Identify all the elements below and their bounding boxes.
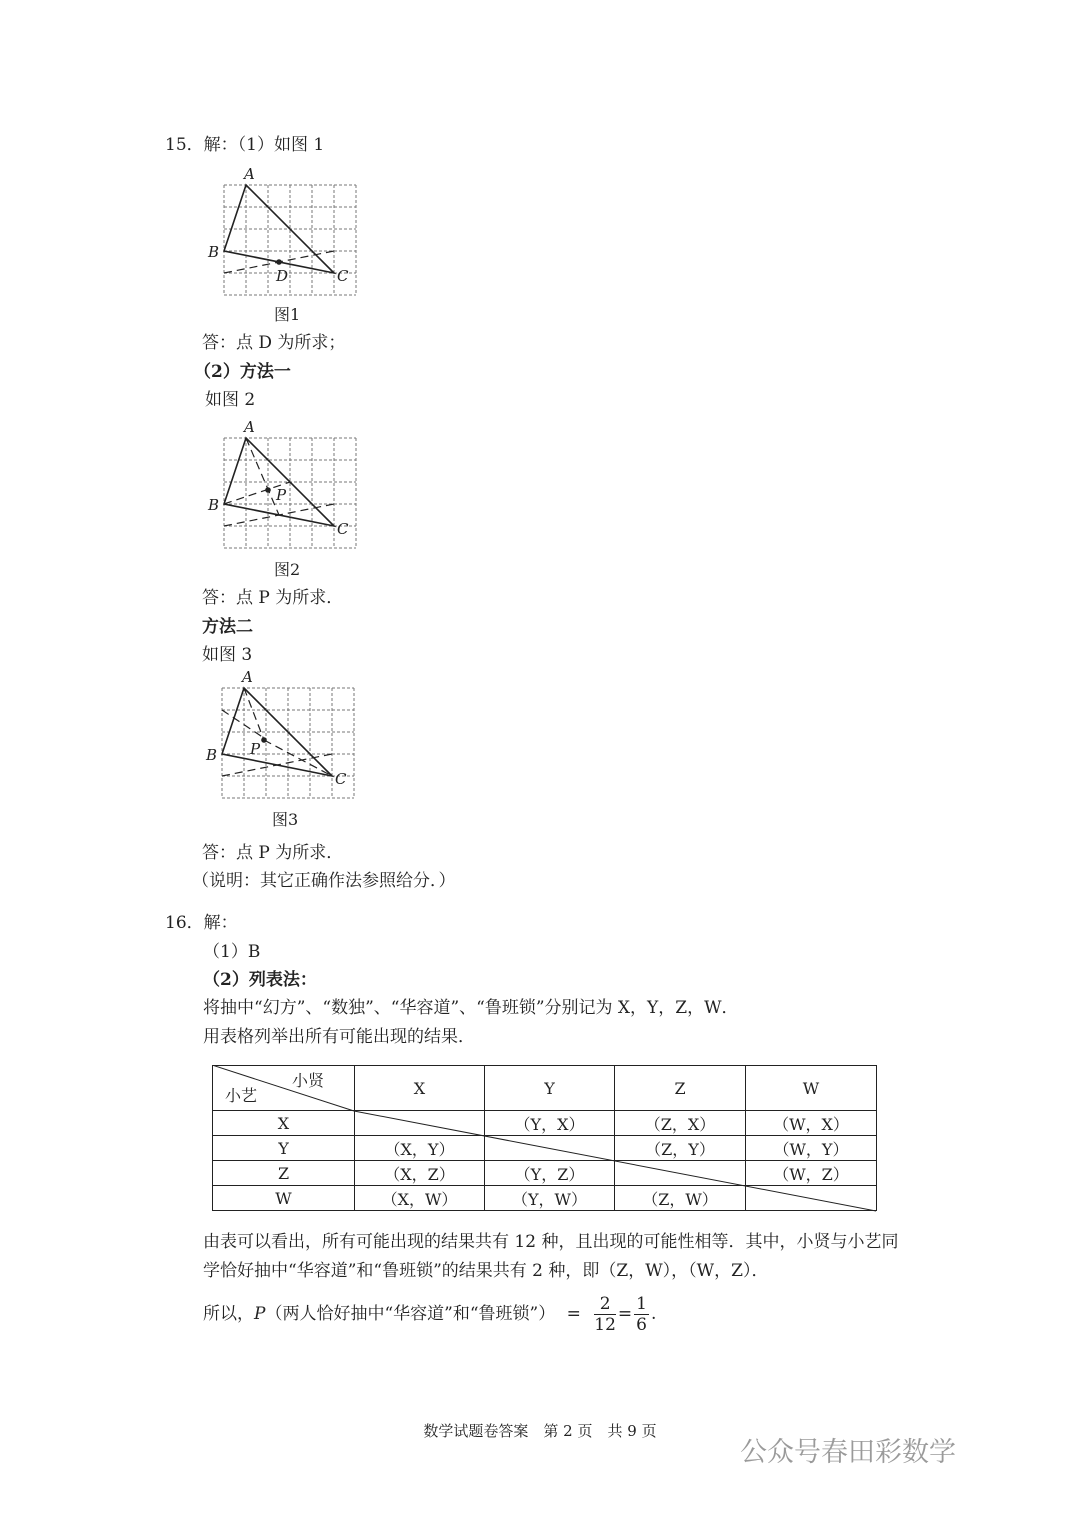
fraction-numerator: 1 [636,1294,647,1314]
table-cell: （Y，Z） [485,1161,615,1186]
answer-3: 答：点 P 为所求． [202,843,344,863]
label-c: C [337,520,349,538]
table-cell [746,1186,877,1211]
table-row [213,1186,877,1211]
corner-bottom-label: 小艺 [225,1086,258,1105]
table-cell: （W，X） [746,1111,877,1136]
table-cell: （W，Y） [746,1136,877,1161]
figure-3-caption: 图3 [272,810,299,829]
figure-1-caption: 图1 [274,305,301,324]
label-d: D [276,267,289,285]
fraction-denominator: 6 [636,1315,647,1335]
label-a: A [242,668,253,686]
label-c: C [337,267,349,285]
table-header-row [213,1066,877,1111]
point-p-3 [261,737,267,743]
results-table [212,1065,877,1211]
label-c: C [335,770,347,788]
q16-desc1: 将抽中“幻方”、“数独”、“华容道”、“鲁班锁”分别记为 X，Y，Z，W． [203,998,739,1018]
fraction-2-12 [594,1294,616,1335]
table-cell: （X，Y） [355,1136,485,1161]
fraction-numerator: 2 [594,1294,616,1315]
table-cell [485,1136,615,1161]
method-2: 方法二 [202,617,253,637]
probability-line [203,1292,656,1336]
label-b: B [208,243,220,261]
fraction-denominator: 12 [594,1315,616,1335]
table-cell: （X，W） [355,1186,485,1211]
table-row [213,1111,877,1136]
table-cell: （Z，Y） [615,1136,746,1161]
column-header: W [746,1066,877,1111]
part2-method1: （2）方法一 [194,362,291,382]
answer-1: 答：点 D 为所求； [202,333,346,353]
q16-header: 16．解： [165,913,238,933]
fraction-1-6 [634,1294,649,1335]
q16-part1: （1）B [203,942,261,962]
column-header: Y [485,1066,615,1111]
conclusion-line-2: 学恰好抽中“华容道”和“鲁班锁”的结果共有 2 种，即（Z，W），（W，Z）． [203,1261,769,1281]
table-cell: （Z，W） [615,1186,746,1211]
row-header: Y [213,1136,355,1161]
equals-sign: = [566,1304,581,1324]
row-header: W [213,1186,355,1211]
table-cell: （W，Z） [746,1161,877,1186]
column-header: Z [615,1066,746,1111]
figure-3-intro: 如图 3 [202,645,253,665]
table-cell: （Y，W） [485,1186,615,1211]
prob-p: P [254,1304,266,1324]
column-header: X [355,1066,485,1111]
label-b: B [206,746,218,764]
answer-2: 答：点 P 为所求． [202,588,344,608]
label-a: A [244,418,255,436]
period: . [651,1304,657,1324]
table-cell: （Y，X） [485,1111,615,1136]
figure-2-intro: 如图 2 [205,390,256,410]
table-cell: （X，Z） [355,1161,485,1186]
q15-header: 15．解：（1）如图 1 [165,135,325,155]
corner-top-label: 小贤 [291,1071,324,1090]
point-p-2 [265,487,271,493]
row-header: X [213,1111,355,1136]
label-p: P [276,486,287,504]
row-header: Z [213,1161,355,1186]
table-corner [213,1066,355,1111]
note: （说明：其它正确作法参照给分．） [192,871,456,891]
equals-sign: = [617,1304,633,1324]
conclusion-line-1: 由表可以看出，所有可能出现的结果共有 12 种，且出现的可能性相等．其中，小贤与小艺同 [203,1232,899,1252]
figure-3 [198,668,368,808]
figure-1 [200,165,370,305]
label-a: A [244,165,255,183]
figure-2 [200,418,370,558]
table-row [213,1136,877,1161]
page-footer: 数学试题卷答案 第 2 页 共 9 页 [423,1422,657,1440]
point-d [276,259,282,265]
label-b: B [208,496,220,514]
prob-event: （两人恰好抽中“华容道”和“鲁班锁”） [265,1304,556,1324]
q16-desc2: 用表格列举出所有可能出现的结果． [203,1027,475,1047]
table-cell [615,1161,746,1186]
prob-prefix: 所以， [203,1304,254,1324]
figure-2-caption: 图2 [274,560,301,579]
table-row [213,1161,877,1186]
table-cell: （Z，X） [615,1111,746,1136]
q16-part2: （2）列表法： [203,970,317,990]
table-cell [355,1111,485,1136]
watermark: 公众号春田彩数学 [740,1437,956,1468]
label-p: P [250,740,261,758]
